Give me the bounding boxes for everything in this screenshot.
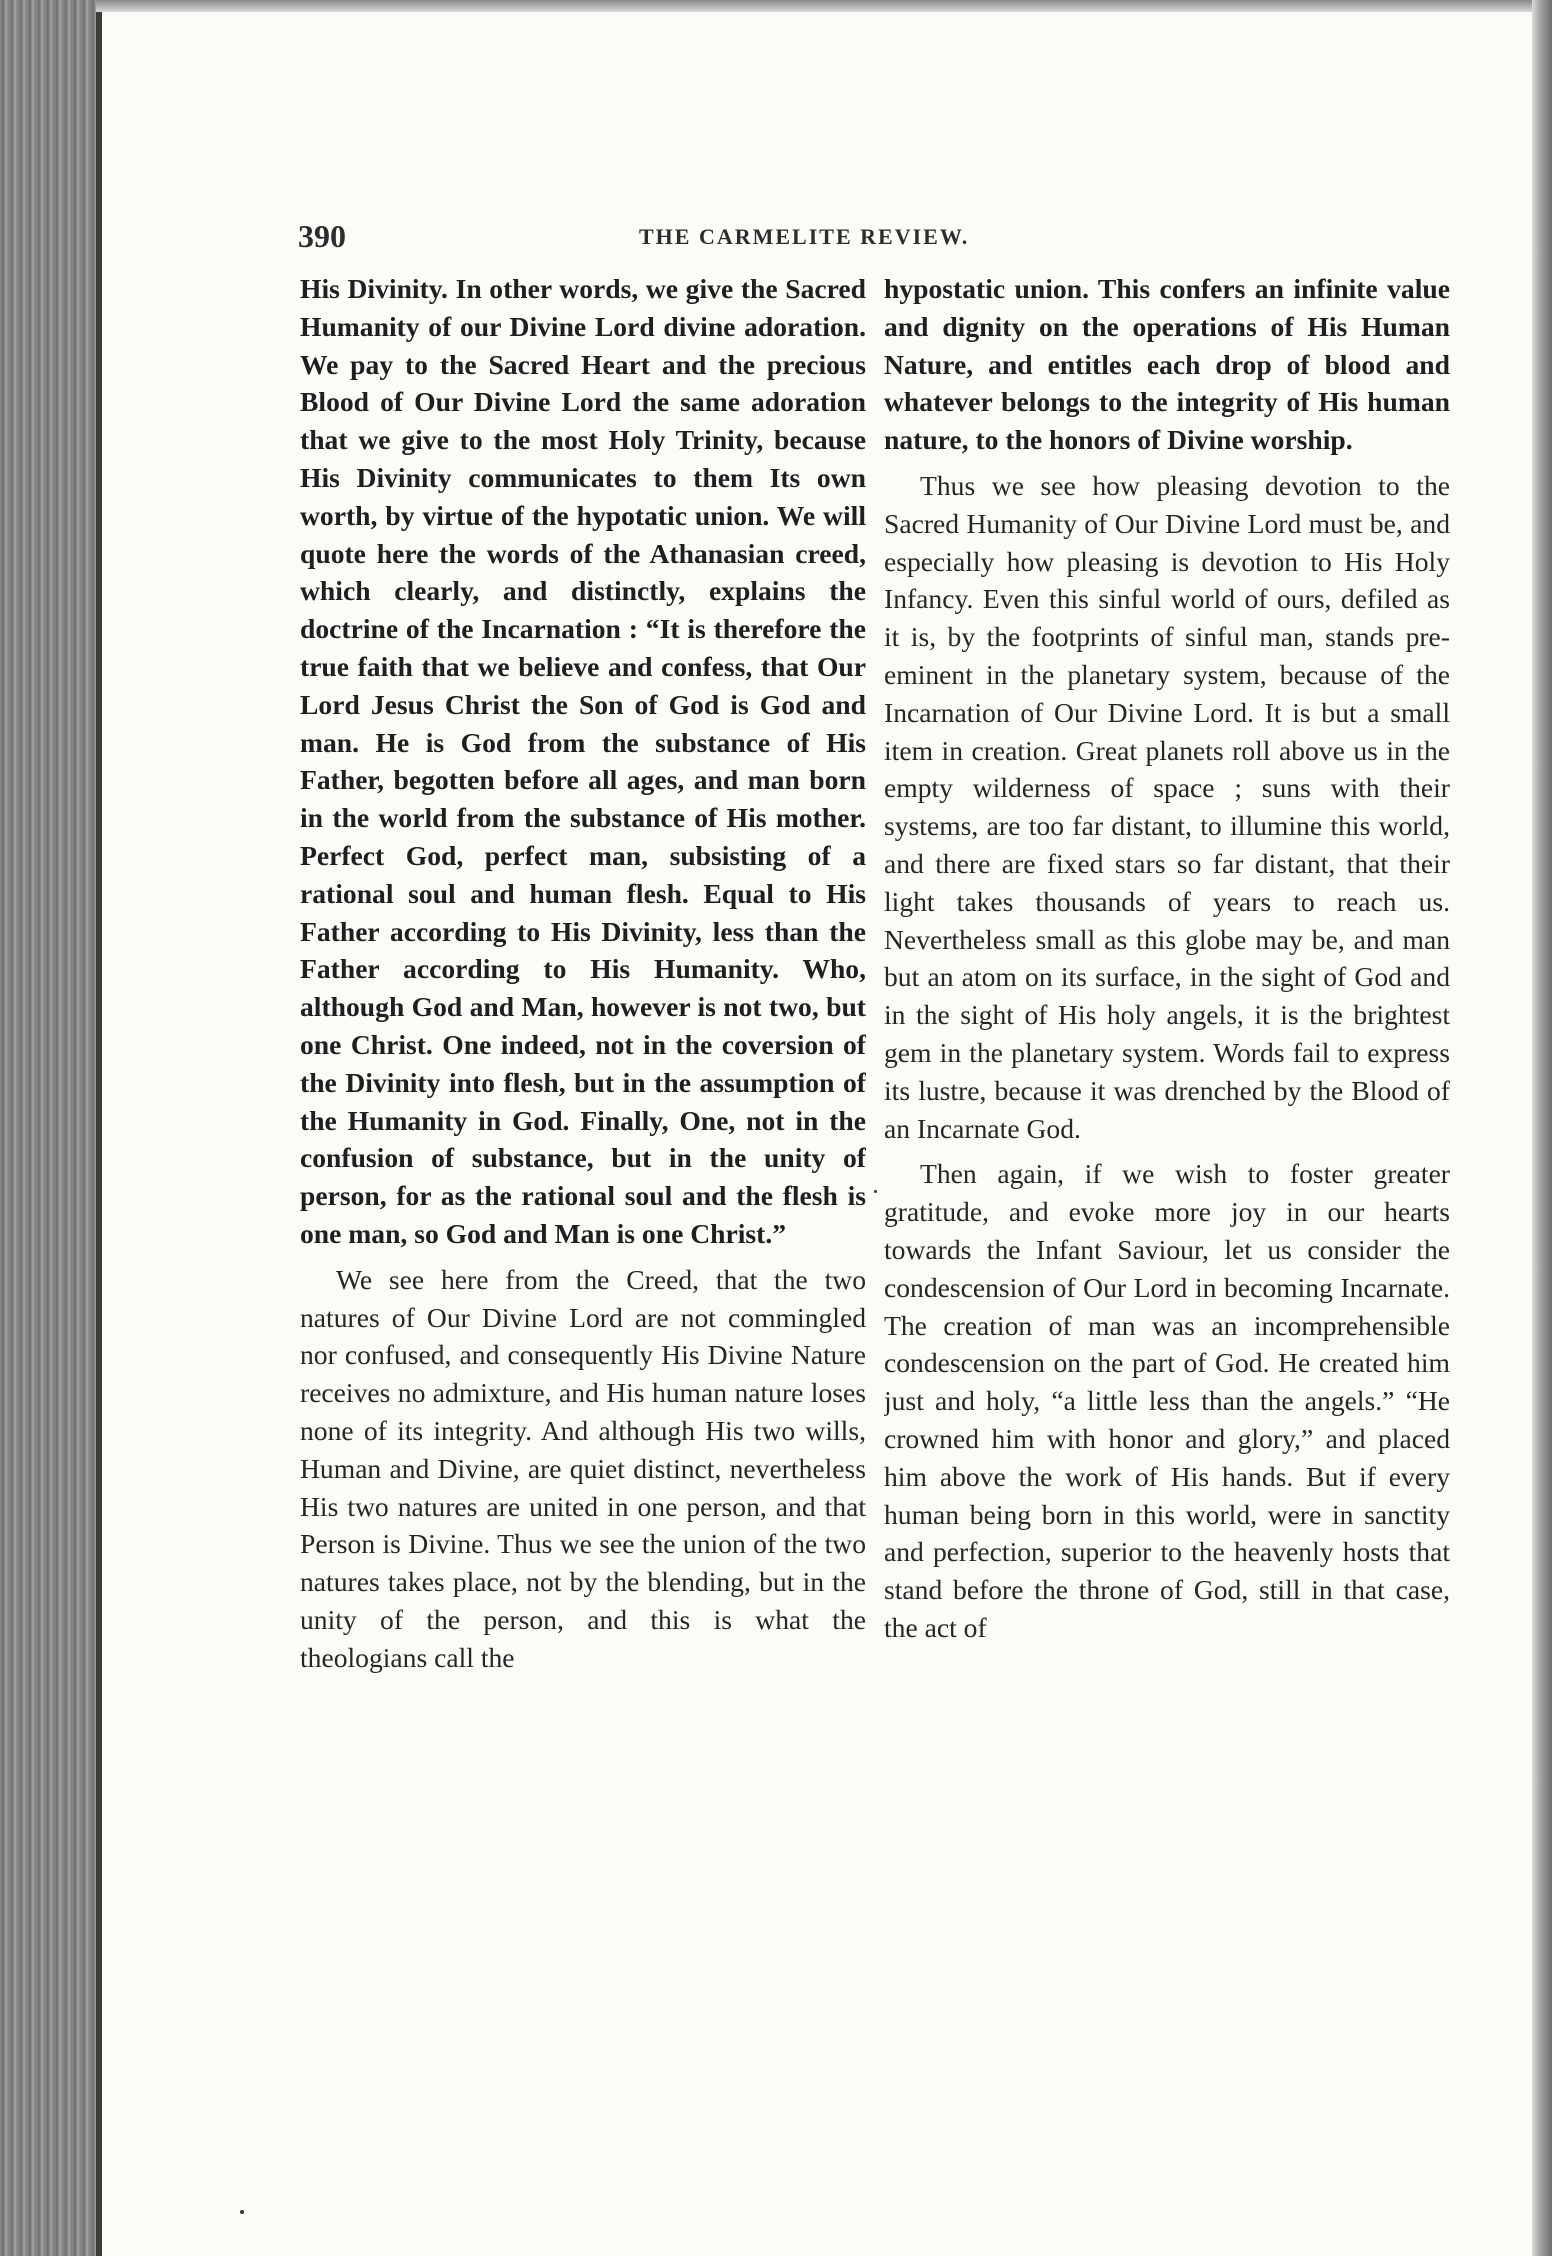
right-paragraph-1: hypostatic union. This confers an infinite value and dignity on the operations of His Human Nature, and entitles each drop of blood and whatever belongs to the integrity of His human nature, to the honors of Divine worship. xyxy=(884,273,1450,456)
right-paragraph-3: Then again, if we wish to foster greater gratitude, and evoke more joy in our hearts towards the Infant Saviour, let us consider the condescension of Our Lord in becoming Incarnate. The creation of man was an incomprehensible condescension on the part of God. He created him just and holy, “a little less than the angels.” “He crowned him with honor and glory,” and placed him above the work of His hands. But if every human being born in this world, were in sanctity and perfection, superior to the heavenly hosts that stand before the throne of God, still in that case, the act of xyxy=(884,1158,1450,1643)
running-title: THE CARMELITE REVIEW. xyxy=(639,224,970,249)
book-binding-gutter xyxy=(0,0,100,2256)
page-top-edge xyxy=(96,0,1552,12)
right-column xyxy=(884,270,1450,2060)
left-column xyxy=(300,270,866,2060)
left-paragraph-2: We see here from the Creed, that the two natures of Our Divine Lord are not commingled nor confused, and consequently His Divine Nature receives no admixture, and His human nature loses none of its integrity. And although His two wills, Human and Divine, are quiet distinct, nevertheless His two natures are united in one person, and that Person is Divine. Thus we see the union of the two natures takes place, not by the blending, but in the unity of the person, and this is what the theologians call the xyxy=(300,1263,866,1673)
right-paragraph-2: Thus we see how pleasing devotion to the Sacred Humanity of Our Divine Lord must be, and especially how pleasing is devotion to His Holy Infancy. Even this sinful world of ours, defiled as it is, by the footprints of sinful man, stands pre-eminent in the planetary system, because of the Incarnation of Our Divine Lord. It is but a small item in creation. Great planets roll above us in the empty wilderness of space ; suns with their systems, are too far distant, to illumine this world, and there are fixed stars so far distant, that their light takes thousands of years to reach us. Nevertheless small as this globe may be, and man but an atom on its surface, in the sight of God and in the sight of His holy angels, it is the brightest gem in the planetary system. Words fail to express its lustre, because it was drenched by the Blood of an Incarnate God. xyxy=(884,469,1450,1144)
left-paragraph-1: His Divinity. In other words, we give the Sacred Humanity of our Divine Lord divine adoration. We pay to the Sacred Heart and the precious Blood of Our Divine Lord the same adoration that we give to the most Holy Trinity, because His Divinity communicates to them Its own worth, by virtue of the hypotatic union. We will quote here the words of the Athanasian creed, which clearly, and distinctly, explains the doctrine of the Incarnation : “It is therefore the true faith that we believe and confess, that Our Lord Jesus Christ the Son of God is God and man. He is God from the substance of His Father, begotten before all ages, and man born in the world from the substance of His mother. Perfect God, perfect man, subsisting of a rational soul and human flesh. Equal to His Father according to His Divinity, less than the Father according to His Humanity. Who, although God and Man, however is not two, but one Christ. One indeed, not in the coversion of the Divinity into flesh, but in the assumption of the Humanity in God. Finally, One, not in the confusion of substance, but in the unity of person, for as the rational soul and the flesh is one man, so God and Man is one Christ.” xyxy=(300,273,866,1249)
ink-speck xyxy=(874,1190,877,1193)
page-right-edge xyxy=(1532,0,1552,2256)
page-number: 390 xyxy=(298,218,346,254)
page-header xyxy=(298,218,1448,258)
ink-speck xyxy=(240,2210,244,2214)
